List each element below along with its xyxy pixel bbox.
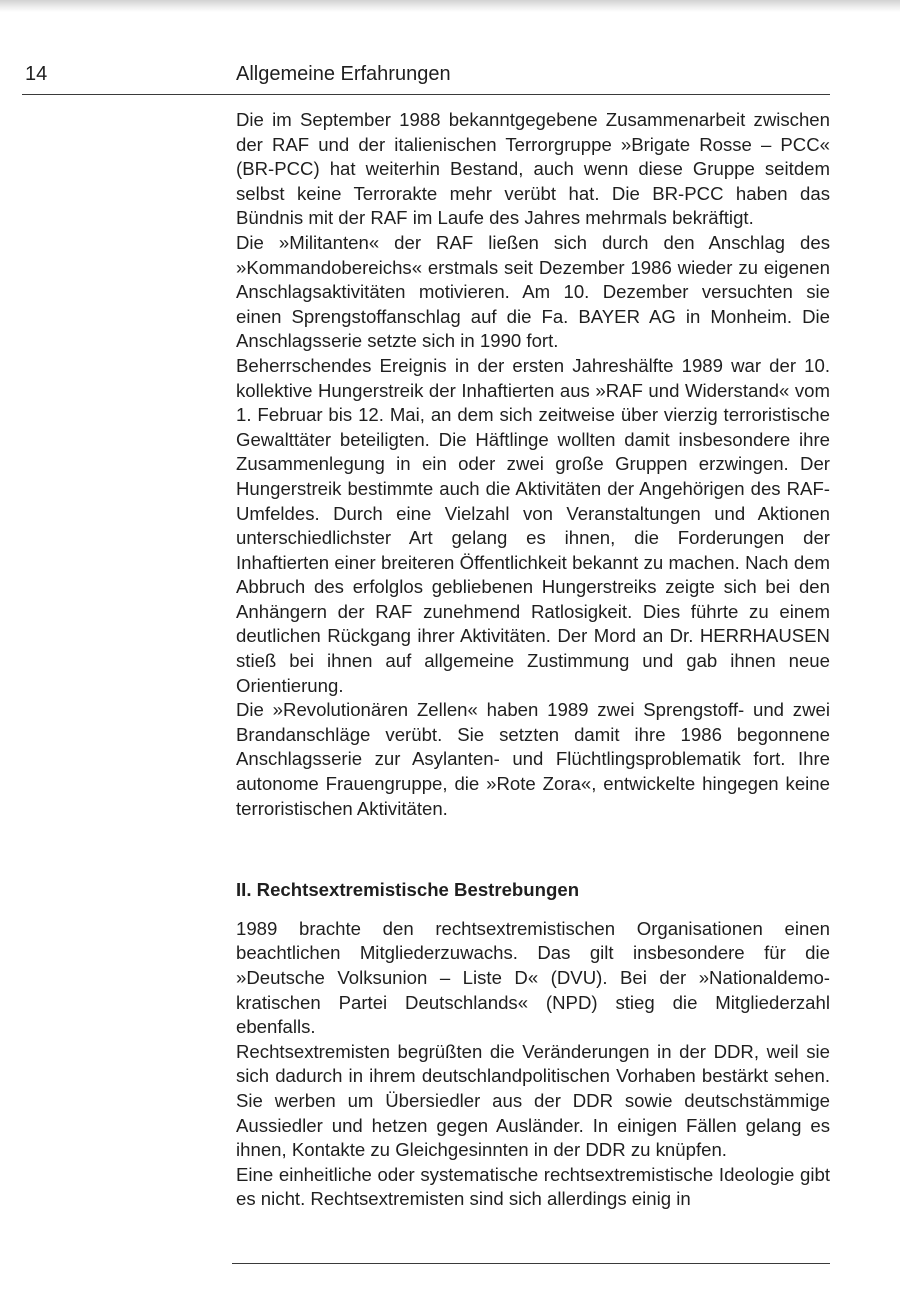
- paragraph-militanten: Die »Militanten« der RAF ließen sich durch den Anschlag des »Kommandobereichs« erstmals seit Dezember 1986 wieder zu eigenen Anschlagsaktivitäten motivieren. Am 10. Dezember versuchten sie einen Sprengstoffanschlag auf die Fa. BAYER AG in Monheim. Die Anschlagsserie setzte sich in 1990 fort.: [236, 231, 830, 352]
- header-rule: [22, 94, 830, 95]
- paragraph-ideologie: Eine einheitliche oder systematische rechtsextremistische Ideologie gibt es nicht. Rechtsextremisten sind sich allerdings einig in: [236, 1163, 830, 1210]
- footer-rule: [232, 1263, 830, 1264]
- paragraph-mitgliederzuwachs: 1989 brachte den rechtsextremistischen Organisationen einen beachtlichen Mitgliederzuwachs. Das gilt insbesondere für die »Deutsche Volksunion – Liste D« (DVU). Bei der »Nationaldemokratischen Partei Deutschlands« (NPD) stieg die Mitgliederzahl ebenfalls.: [236, 917, 830, 1038]
- paragraph-ddr: Rechtsextremisten begrüßten die Veränderungen in der DDR, weil sie sich dadurch in ihrem deutschlandpolitischen Vorhaben bestärkt sehen. Sie werben um Übersiedler aus der DDR sowie deutschstämmige Aussiedler und hetzen gegen Ausländer. In einigen Fällen gelang es ihnen, Kontakte zu Gleichgesinnten in der DDR zu knüpfen.: [236, 1040, 830, 1161]
- body-text: [236, 108, 830, 1212]
- section-left-wing-terrorism: [236, 108, 830, 821]
- paragraph-br-pcc: Die im September 1988 bekanntgegebene Zusammenarbeit zwischen der RAF und der italienischen Terrorgruppe »Brigate Rosse – PCC« (BR-PCC) hat weiterhin Bestand, auch wenn diese Gruppe seitdem selbst keine Terrorakte mehr verübt hat. Die BR-PCC haben das Bündnis mit der RAF im Laufe des Jahres mehrmals bekräftigt.: [236, 109, 830, 229]
- paragraph-revolutionaere-zellen: Die »Revolutionären Zellen« haben 1989 zwei Sprengstoff- und zwei Brandanschläge verübt. Sie setzten damit ihre 1986 begonnene Anschlagsserie zur Asylanten- und Flüchtlingsproblematik fort. Ihre autonome Frauengruppe, die »Rote Zora«, entwickelte hingegen keine terroristischen Aktivitäten.: [236, 699, 830, 819]
- section-right-wing-extremism: [236, 878, 830, 1212]
- page-number: 14: [25, 63, 48, 85]
- scan-edge: [0, 0, 900, 12]
- section-heading: II. Rechtsextremistische Bestrebungen: [236, 879, 580, 901]
- paragraph-hungerstreik: Beherrschendes Ereignis in der ersten Jahreshälfte 1989 war der 10. kollektive Hungerstreik der Inhaftierten aus »RAF und Widerstand« vom 1. Februar bis 12. Mai, an dem sich zeitweise über vierzig terroristische Gewalttäter beteiligten. Die Häftlinge wollten damit insbesondere ihre Zusammenlegung in ein oder zwei große Gruppen erzwingen. Der Hungerstreik bestimmte auch die Aktivitäten der Angehörigen des RAF-Umfeldes. Durch eine Vielzahl von Veranstaltungen und Aktionen unterschiedlichster Art gelang es ihnen, die Forderungen der Inhaftierten einer breiteren Öffentlichkeit bekannt zu machen. Nach dem Abbruch des erfolglos gebliebenen Hungerstreiks zeigte sich bei den Anhängern der RAF zunehmend Ratlosigkeit. Dies führte zu einem deutlichen Rückgang ihrer Aktivitäten. Der Mord an Dr. HERRHAUSEN stieß bei ihnen auf allgemeine Zustimmung und gab ihnen neue Orientierung.: [236, 354, 830, 696]
- running-title: Allgemeine Erfahrungen: [236, 63, 451, 85]
